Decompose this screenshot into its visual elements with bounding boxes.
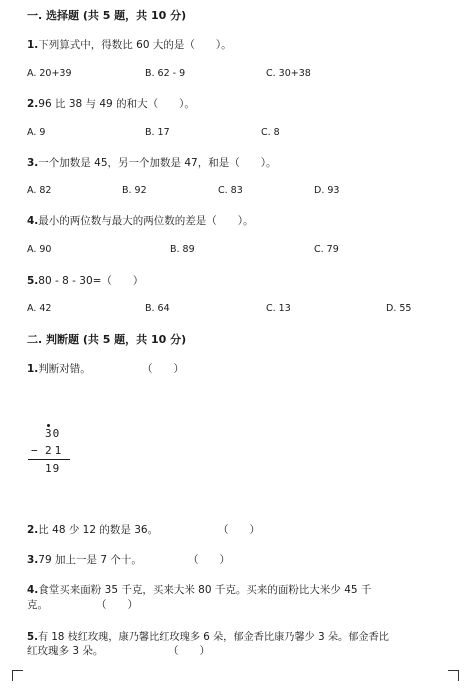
judgement-3 (27, 552, 142, 567)
answer-paren[interactable]: （ ） (142, 363, 184, 375)
judgement-1 (27, 361, 91, 376)
option-a[interactable]: A. 42 (27, 303, 52, 314)
minus-sign: − (31, 444, 38, 457)
page-corner-mark-left (12, 670, 23, 681)
question-text: 食堂买来面粉 35 千克，买来大米 80 千克。买来的面粉比大米少 45 千 (38, 584, 372, 596)
option-c[interactable]: C. 13 (266, 303, 291, 314)
question-number: 4. (27, 584, 39, 596)
minuend: 30 (45, 427, 61, 440)
question-text: 80 - 8 - 30=（ ） (38, 275, 144, 287)
question-number: 3. (27, 157, 39, 169)
question-number: 5. (27, 632, 38, 643)
question-text: 有 18 枝红玫瑰，康乃馨比红玫瑰多 6 朵，郁金香比康乃馨少 3 朵。郁金香比 (37, 632, 389, 643)
option-b[interactable]: B. 17 (145, 127, 170, 138)
subtrahend: 21 (45, 444, 65, 457)
question-number: 1. (27, 39, 39, 51)
question-number: 2. (27, 524, 39, 536)
question-number: 5. (27, 275, 39, 287)
vertical-calculation (28, 420, 78, 478)
question-2 (27, 96, 195, 111)
question-4 (27, 213, 254, 228)
judgement-5 (27, 628, 389, 643)
question-1 (27, 37, 232, 52)
question-number: 1. (27, 363, 39, 375)
question-text-continued: 红玫瑰多 3 朵。 (27, 645, 104, 657)
question-text: 最小的两位数与最大的两位数的差是（ ）。 (38, 215, 254, 227)
calculation-line (28, 459, 70, 460)
question-text: 79 加上一是 7 个十。 (38, 554, 142, 566)
option-c[interactable]: C. 79 (314, 244, 339, 255)
option-c[interactable]: C. 83 (218, 185, 243, 196)
question-number: 3. (27, 554, 39, 566)
question-text: 下列算式中，得数比 60 大的是（ ）。 (38, 39, 232, 51)
question-number: 2. (27, 98, 39, 110)
option-c[interactable]: C. 8 (261, 127, 280, 138)
judgement-4 (27, 582, 371, 597)
option-d[interactable]: D. 93 (314, 185, 340, 196)
option-a[interactable]: A. 90 (27, 244, 52, 255)
question-text: 比 48 少 12 的数是 36。 (38, 524, 159, 536)
option-d[interactable]: D. 55 (386, 303, 412, 314)
option-a[interactable]: A. 9 (27, 127, 46, 138)
judgement-2 (27, 522, 158, 537)
option-b[interactable]: B. 89 (170, 244, 195, 255)
option-c[interactable]: C. 30+38 (266, 68, 311, 79)
option-b[interactable]: B. 92 (122, 185, 147, 196)
question-3 (27, 155, 276, 170)
option-b[interactable]: B. 64 (145, 303, 170, 314)
question-5 (27, 273, 143, 288)
question-number: 4. (27, 215, 39, 227)
question-text: 96 比 38 与 49 的和大（ ）。 (38, 98, 195, 110)
question-text: 一个加数是 45，另一个加数是 47，和是（ ）。 (38, 157, 277, 169)
answer-paren[interactable]: （ ） (168, 645, 210, 657)
answer-paren[interactable]: （ ） (96, 599, 138, 611)
question-text-continued: 克。 (27, 599, 48, 611)
option-b[interactable]: B. 62 - 9 (145, 68, 186, 79)
section-2-title: 二. 判断题 (共 5 题，共 10 分) (27, 333, 187, 346)
section-1-title: 一. 选择题 (共 5 题，共 10 分) (27, 9, 187, 22)
result: 19 (45, 462, 61, 475)
option-a[interactable]: A. 82 (27, 185, 52, 196)
option-a[interactable]: A. 20+39 (27, 68, 72, 79)
question-text: 判断对错。 (38, 363, 91, 375)
page-corner-mark-right (448, 670, 459, 681)
answer-paren[interactable]: （ ） (218, 524, 260, 536)
answer-paren[interactable]: （ ） (188, 554, 230, 566)
